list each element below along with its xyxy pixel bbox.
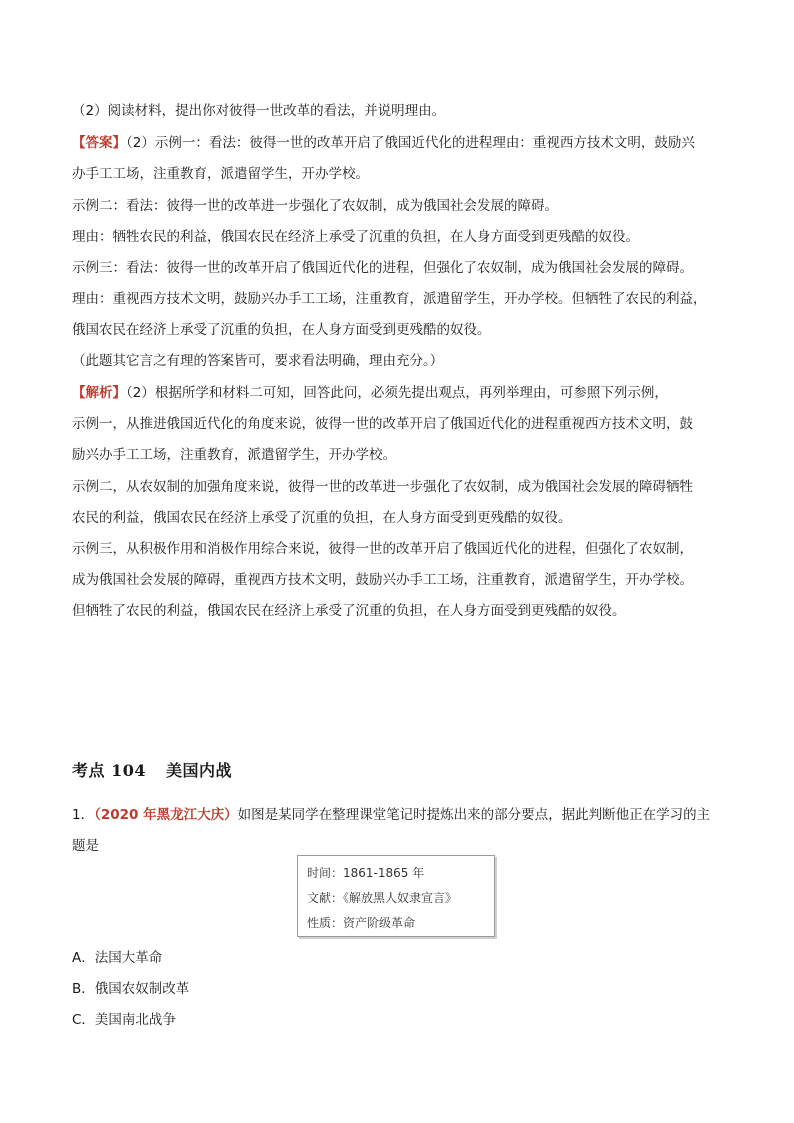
notes-time: 时间：1861-1865 年: [307, 866, 425, 880]
answer-line: 示例三：看法：彼得一世的改革开启了俄国近代化的进程，但强化了农奴制，成为俄国社会发展的障碍。: [72, 260, 693, 276]
answer-tag: 【答案】: [72, 135, 126, 151]
option-b[interactable]: B．俄国农奴制改革: [72, 981, 190, 997]
answer-line: 【答案】（2）示例一：看法：彼得一世的改革开启了俄国近代化的进程理由：重视西方技术文明，鼓励兴: [72, 135, 695, 151]
answer-note: （此题其它言之有理的答案皆可，要求看法明确，理由充分。）: [72, 353, 444, 369]
question-2-prompt: （2）阅读材料，提出你对彼得一世改革的看法，并说明理由。: [72, 103, 446, 119]
analysis-line: 但牺牲了农民的利益，俄国农民在经济上承受了沉重的负担，在人身方面受到更残酷的奴役。: [72, 603, 626, 619]
section-title: 美国内战: [165, 761, 232, 780]
notes-nature: 性质：资产阶级革命: [307, 916, 416, 930]
analysis-line: 【解析】（2）根据所学和材料二可知，回答此问，必须先提出观点，再列举理由，可参照下列示例，: [72, 385, 668, 401]
analysis-line: 示例二，从农奴制的加强角度来说，彼得一世的改革进一步强化了农奴制，成为俄国社会发展的障碍牺牲: [72, 479, 693, 495]
question-number: 1．: [72, 807, 95, 823]
answer-line: 示例二：看法：彼得一世的改革进一步强化了农奴制，成为俄国社会发展的障碍。: [72, 198, 558, 214]
question-1-stem-cont: 题是: [72, 838, 99, 854]
question-1-stem: 1．（2020 年黑龙江大庆）如图是某同学在整理课堂笔记时提炼出来的部分要点，据此判断他正在学习的主: [72, 807, 711, 823]
section-heading: [72, 758, 232, 781]
notes-document: 文献：《解放黑人奴隶宣言》: [307, 891, 458, 905]
analysis-line: 农民的利益，俄国农民在经济上承受了沉重的负担，在人身方面受到更残酷的奴役。: [72, 510, 572, 526]
question-source: （2020 年黑龙江大庆）: [94, 807, 238, 823]
section-label: 考点 104: [72, 761, 146, 780]
analysis-tag: 【解析】: [72, 385, 126, 401]
analysis-line: 示例三，从积极作用和消极作用综合来说，彼得一世的改革开启了俄国近代化的进程，但强化了农奴制，: [72, 541, 693, 557]
analysis-line: 励兴办手工工场，注重教育，派遣留学生，开办学校。: [72, 447, 396, 463]
analysis-line: 示例一，从推进俄国近代化的角度来说，彼得一世的改革开启了俄国近代化的进程重视西方技术文明，鼓: [72, 416, 693, 432]
answer-line: 理由：牺牲农民的利益，俄国农民在经济上承受了沉重的负担，在人身方面受到更残酷的奴役。: [72, 229, 639, 245]
analysis-line: 成为俄国社会发展的障碍，重视西方技术文明，鼓励兴办手工工场，注重教育，派遣留学生，开办学校。: [72, 572, 693, 588]
option-a[interactable]: A．法国大革命: [72, 950, 163, 966]
notes-figure: [297, 855, 495, 937]
answer-line: 俄国农民在经济上承受了沉重的负担，在人身方面受到更残酷的奴役。: [72, 322, 491, 338]
answer-line: 理由：重视西方技术文明，鼓励兴办手工工场，注重教育，派遣留学生，开办学校。但牺牲了农民的利益，: [72, 291, 707, 307]
answer-line: 办手工工场，注重教育，派遣留学生，开办学校。: [72, 166, 369, 182]
option-c[interactable]: C．美国南北战争: [72, 1012, 176, 1028]
